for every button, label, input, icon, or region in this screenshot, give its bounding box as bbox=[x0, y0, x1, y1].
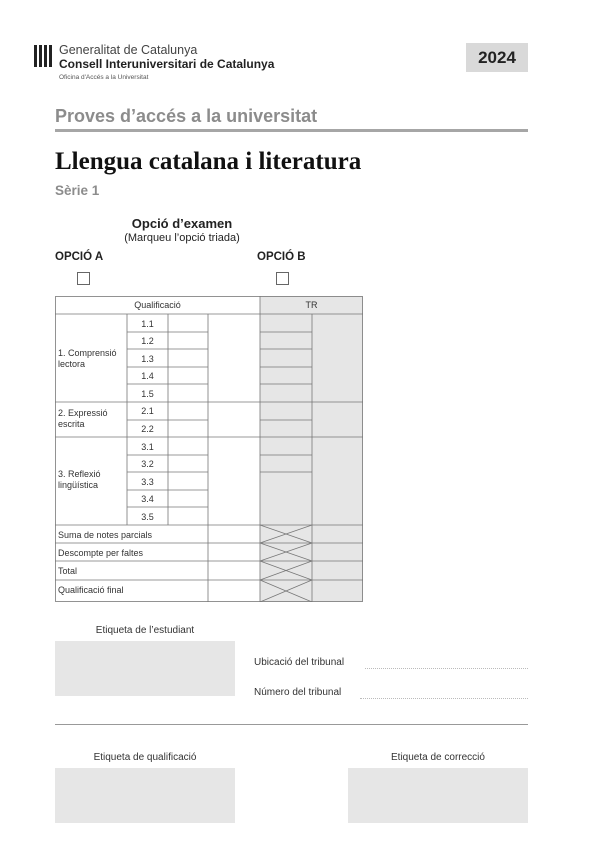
item-number: 1.4 bbox=[141, 371, 154, 381]
section-label: 2. Expressió escrita bbox=[58, 408, 108, 429]
summary-row-label: Qualificació final bbox=[58, 585, 124, 595]
student-label-box bbox=[55, 641, 235, 696]
tribunal-location-label: Ubicació del tribunal bbox=[254, 657, 345, 668]
tribunal-location-field[interactable] bbox=[365, 668, 528, 669]
exam-title: Proves d’accés a la universitat bbox=[55, 106, 318, 126]
item-number: 3.1 bbox=[141, 442, 154, 452]
summary-row-label: Suma de notes parcials bbox=[58, 530, 153, 540]
section-label: 3. Reflexió lingüística bbox=[58, 469, 101, 490]
summary-row-label: Descompte per faltes bbox=[58, 548, 144, 558]
item-number: 1.2 bbox=[141, 336, 154, 346]
tr-header: TR bbox=[305, 300, 318, 310]
student-label-caption: Etiqueta de l’estudiant bbox=[95, 625, 195, 636]
item-number: 3.5 bbox=[141, 512, 154, 522]
generalitat-logo-icon bbox=[33, 44, 53, 68]
org-name-line1: Generalitat de Catalunya bbox=[59, 43, 198, 57]
item-number: 3.3 bbox=[141, 477, 154, 487]
grade-label-box bbox=[55, 768, 235, 823]
grade-table bbox=[55, 296, 363, 602]
summary-row-label: Total bbox=[58, 566, 78, 576]
divider bbox=[55, 724, 528, 725]
item-number: 2.1 bbox=[141, 406, 154, 416]
section-label: 1. Comprensió lectora bbox=[58, 348, 117, 369]
series-label: Sèrie 1 bbox=[55, 183, 100, 198]
option-a-label: OPCIÓ A bbox=[55, 251, 104, 263]
qualification-header: Qualificació bbox=[134, 300, 181, 310]
item-number: 3.4 bbox=[141, 494, 154, 504]
option-subtitle: (Marqueu l’opció triada) bbox=[124, 232, 240, 244]
option-title: Opció d’examen bbox=[131, 216, 233, 231]
item-number: 1.3 bbox=[141, 354, 154, 364]
divider bbox=[55, 129, 528, 132]
tribunal-number-field[interactable] bbox=[360, 698, 528, 699]
option-b-label: OPCIÓ B bbox=[257, 251, 306, 263]
subject-title: Llengua catalana i literatura bbox=[55, 148, 362, 175]
grade-label-caption: Etiqueta de qualificació bbox=[93, 752, 197, 763]
item-number: 1.1 bbox=[141, 319, 154, 329]
item-number: 1.5 bbox=[141, 389, 154, 399]
option-a-checkbox[interactable] bbox=[77, 272, 90, 285]
item-number: 2.2 bbox=[141, 424, 154, 434]
year-badge: 2024 bbox=[466, 43, 528, 72]
org-name-line3: Oficina d'Accés a la Universitat bbox=[59, 74, 149, 81]
option-b-checkbox[interactable] bbox=[276, 272, 289, 285]
correction-label-box bbox=[348, 768, 528, 823]
correction-label-caption: Etiqueta de correcció bbox=[391, 752, 485, 763]
tribunal-number-label: Número del tribunal bbox=[254, 687, 342, 698]
org-name-line2: Consell Interuniversitari de Catalunya bbox=[59, 57, 275, 71]
item-number: 3.2 bbox=[141, 459, 154, 469]
